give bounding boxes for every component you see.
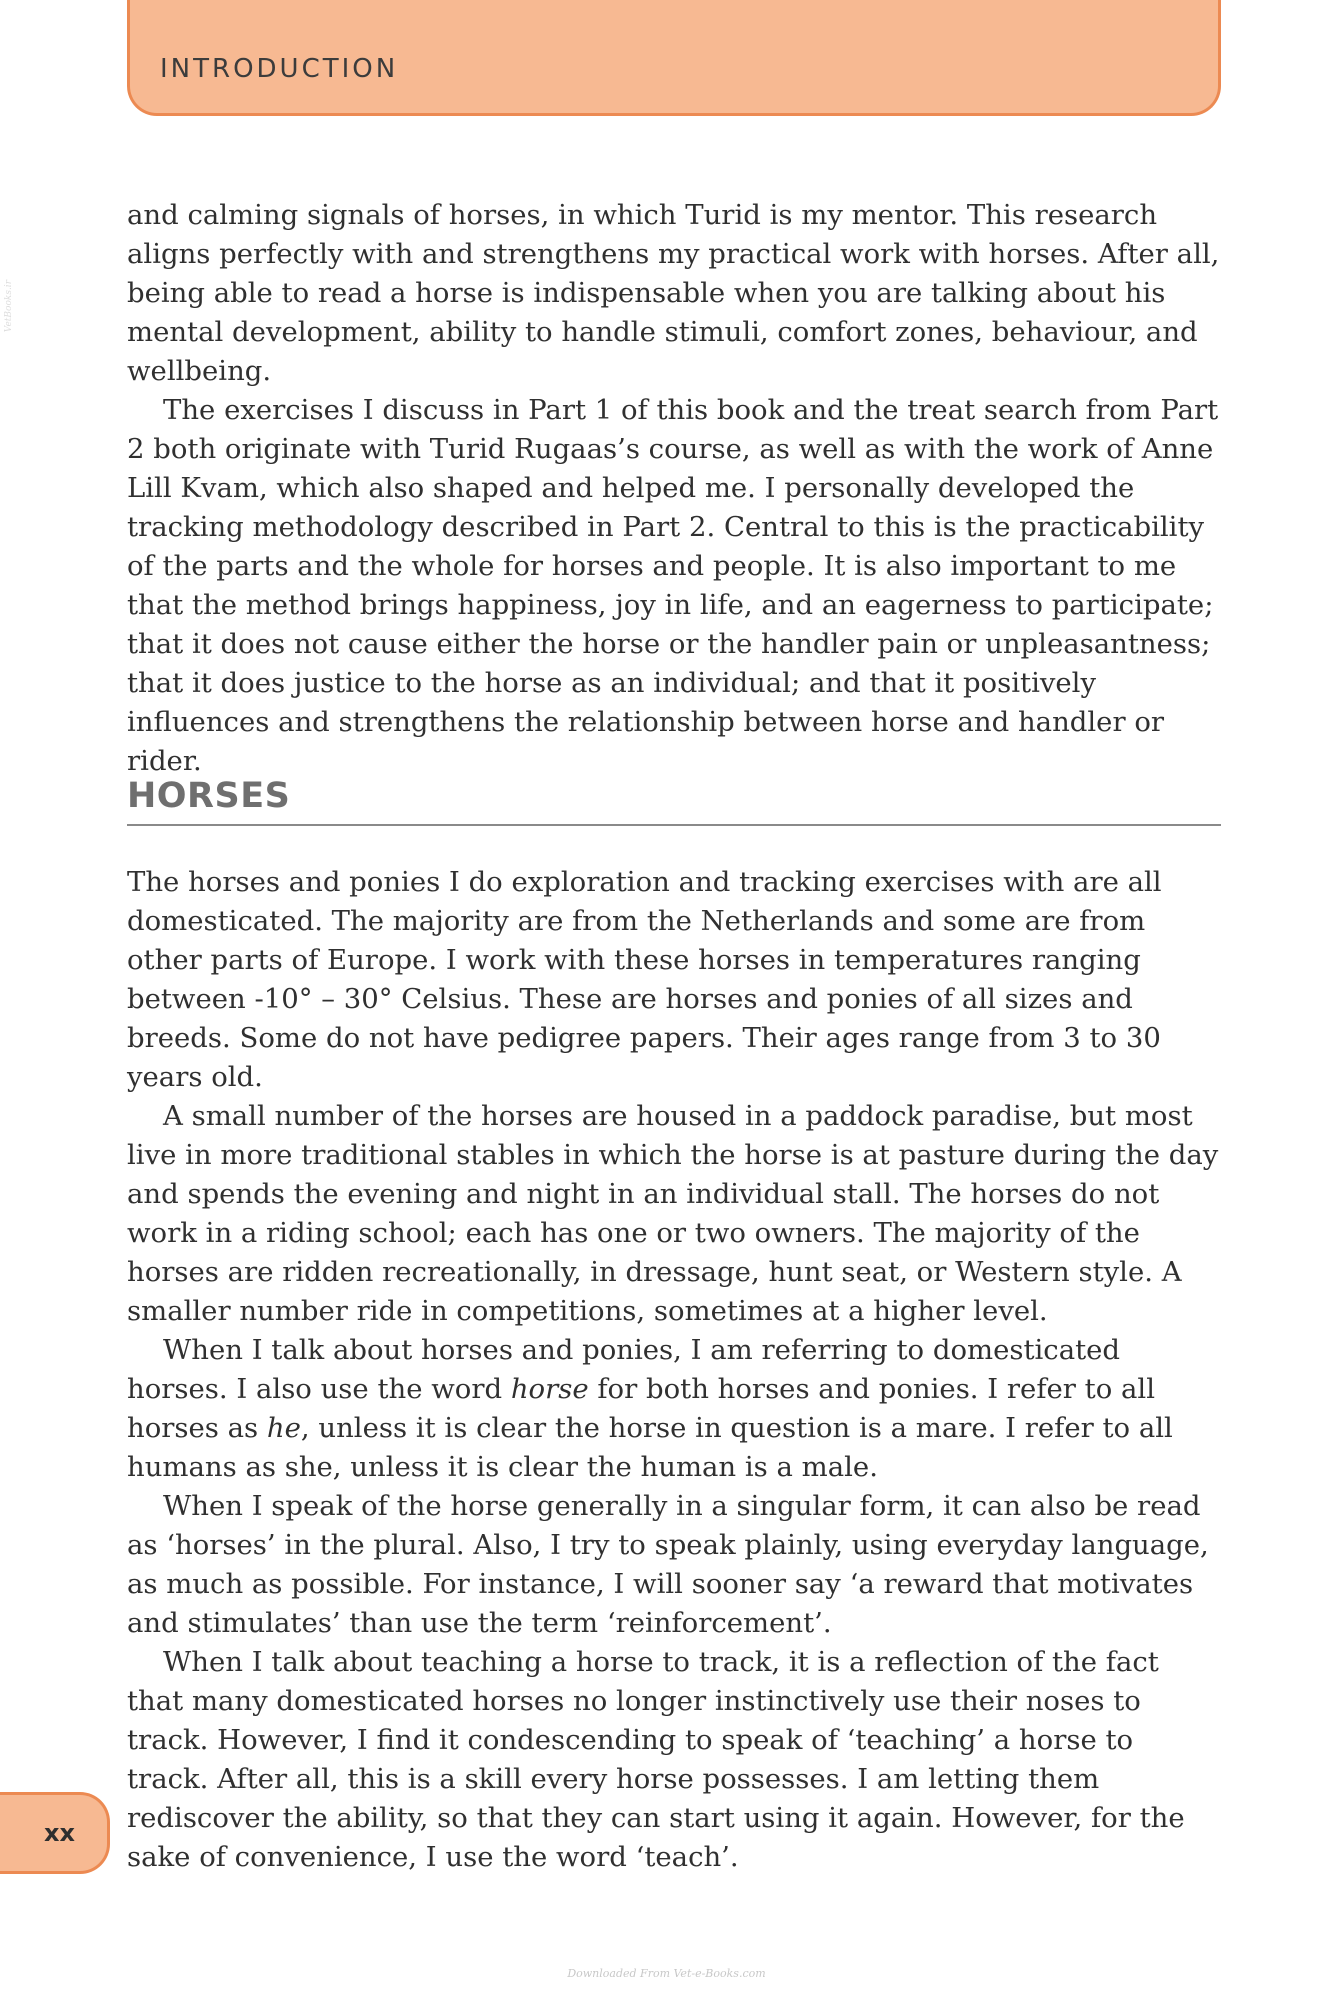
body-paragraph-4: When I speak of the horse generally in a singular form, it can also be read as ‘horses’ in the plural. Also, I try to speak plainly, using everyday language, as much as possible. For instance, I will sooner say ‘a reward that motivates and stimulates’ than use the term ‘reinforcement’. (127, 1490, 1209, 1639)
intro-paragraph-1: and calming signals of horses, in which Turid is my mentor. This research aligns perfectly with and strengthens my practical work with horses. After all, being able to read a horse is indispensable when you are talking about his mental development, ability to handle stimuli, comfort zones, behaviour, and wellbeing. (127, 199, 1220, 387)
intro-paragraph-2: The exercises I discuss in Part 1 of this book and the treat search from Part 2 both originate with Turid Rugaas’s course, as well as with the work of Anne Lill Kvam, which also shaped and helped me. I personally developed the tracking methodology described in Part 2. Central to this is the practicability of the parts and the whole for horses and people. It is also important to me that the method brings happiness, joy in life, and an eagerness to participate; that it does not cause either the horse or the handler pain or unpleasantness; that it does justice to the horse as an individual; and that it positively influences and strengthens the relationship between horse and handler or rider. (127, 394, 1219, 777)
page-number-tab (0, 1792, 110, 1874)
body-paragraph-2: A small number of the horses are housed in a paddock paradise, but most live in more traditional stables in which the horse is at pasture during the day and spends the evening and night in an individual stall. The horses do not work in a riding school; each has one or two owners. The majority of the horses are ridden recreationally, in dressage, hunt seat, or Western style. A smaller number ride in competitions, sometimes at a higher level. (127, 1100, 1219, 1327)
body-paragraph-3-text-b: for both horses and ponies. I refer to all horses as (127, 1373, 1155, 1444)
body-paragraph-3-emphasis-he: he (266, 1412, 301, 1444)
body-paragraph-3-text-a: When I talk about horses and ponies, I am referring to domesticated horses. I also use the word (127, 1334, 1121, 1405)
running-header-label: INTRODUCTION (160, 54, 399, 84)
body-paragraph-5: When I talk about teaching a horse to track, it is a reflection of the fact that many domesticated horses no longer instinctively use their noses to track. However, I find it condescending to speak of ‘teaching’ a horse to track. After all, this is a skill every horse possesses. I am letting them rediscover the ability, so that they can start using it again. However, for the sake of convenience, I use the word ‘teach’. (127, 1646, 1185, 1873)
body-paragraph-3-emphasis-horse: horse (510, 1373, 589, 1405)
section-heading (127, 776, 1221, 826)
section-text-block (127, 863, 1223, 1877)
body-paragraph-3-text-c: , unless it is clear the horse in question is a mare. I refer to all humans as she, unless it is clear the human is a male. (127, 1412, 1173, 1483)
section-heading-text: HORSES (127, 776, 291, 816)
page-number: xx (44, 1819, 75, 1847)
intro-text-block (127, 196, 1223, 781)
footer-credit: Downloaded From Vet-e-Books.com (567, 1967, 766, 1980)
side-watermark: VetBooks.ir (4, 280, 14, 333)
running-header-tab (127, 0, 1221, 116)
body-paragraph-3 (127, 1331, 1223, 1487)
body-paragraph-1: The horses and ponies I do exploration and tracking exercises with are all domesticated. The majority are from the Netherlands and some are from other parts of Europe. I work with these horses in temperatures ranging between -10° – 30° Celsius. These are horses and ponies of all sizes and breeds. Some do not have pedigree papers. Their ages range from 3 to 30 years old. (127, 866, 1162, 1093)
